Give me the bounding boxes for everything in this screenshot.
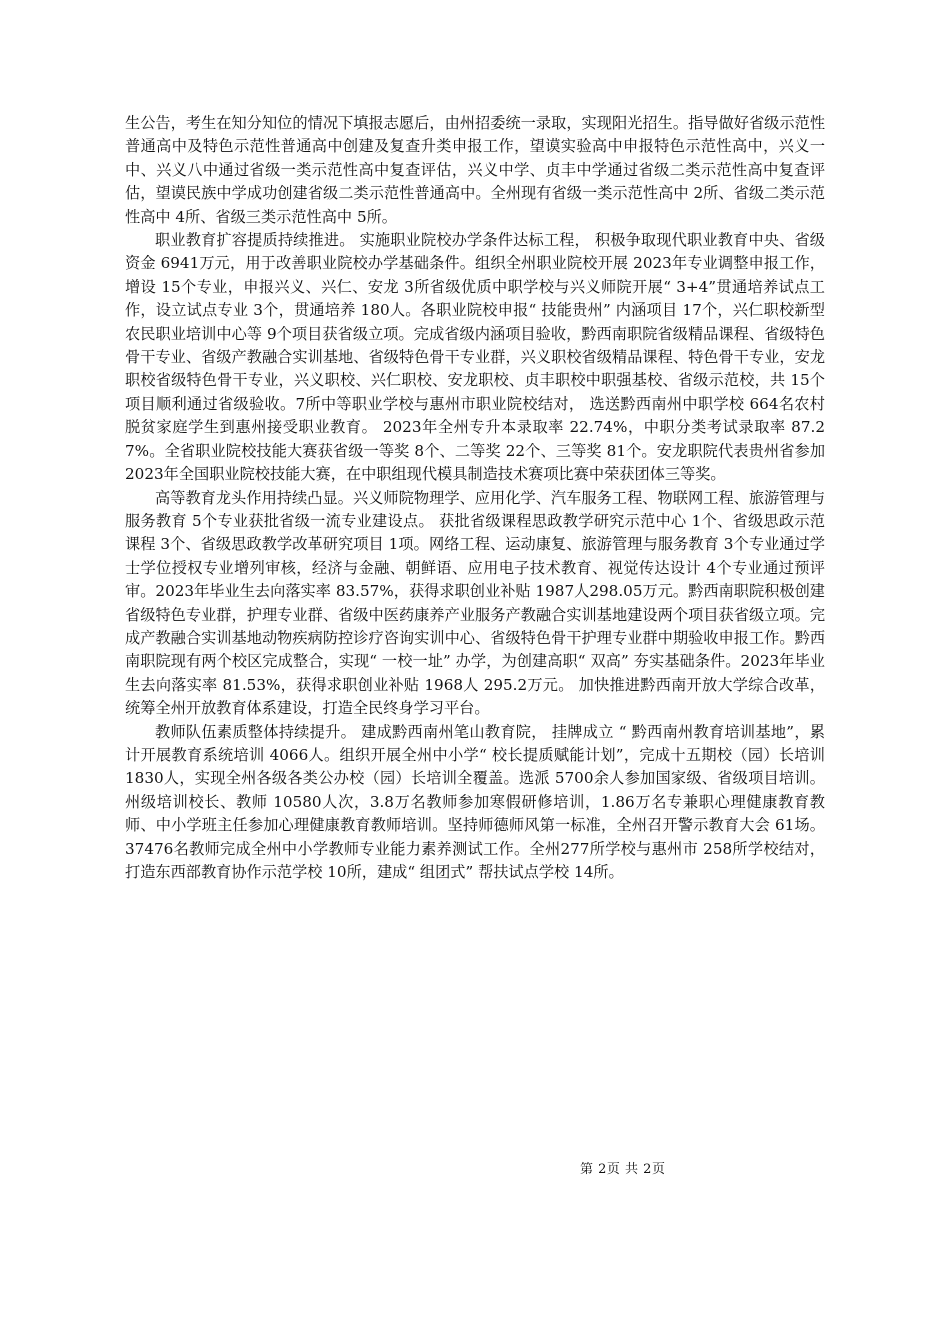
paragraph-higher-education: 高等教育龙头作用持续凸显。兴义师院物理学、应用化学、汽车服务工程、物联网工程、旅游管理与服务教育 5个专业获批省级一流专业建设点。 获批省级课程思政教学研究示范中心 1个、省级思政示范课程 3个、省级思政教学改革研究项目 1项。网络工程、运动康复、旅游管理与服务教育 3个专业通过学士学位授权专业增列审核，经济与金融、朝鲜语、应用电子技术教育、视觉传达设计 4个专业通过预评审。2023年毕业生去向落实率 83.57%，获得求职创业补贴 1987人298.05万元。黔西南职院积极创建省级特色专业群，护理专业群、省级中医药康养产业服务产教融合实训基地建设两个项目获省级立项。完成产教融合实训基地动物疾病防控诊疗咨询实训中心、省级特色骨干护理专业群中期验收申报工作。黔西南职院现有两个校区完成整合，实现“ 一校一址” 办学，为创建高职“ 双高” 夯实基础条件。2023年毕业生去向落实率 81.53%，获得求职创业补贴 1968人 295.2万元。 加快推进黔西南开放大学综合改革， 统筹全州开放教育体系建设，打造全民终身学习平台。: [125, 488, 825, 718]
paragraph-teacher-training: 教师队伍素质整体持续提升。 建成黔西南州笔山教育院， 挂牌成立 “ 黔西南州教育培训基地”，累计开展教育系统培训 4066人。组织开展全州中小学“ 校长提质赋能计划”，完成十五期校（园）长培训 1830人，实现全州各级各类公办校（园）长培训全覆盖。选派 5700余人参加国家级、省级项目培训。州级培训校长、教师 10580人次，3.8万名教师参加寒假研修培训，1.86万名专兼职心理健康教育教师、中小学班主任参加心理健康教育教师培训。坚持师德师风第一标准，全州召开警示教育大会 61场。37476名教师完成全州中小学教师专业能力素养测试工作。全州277所学校与惠州市 258所学校结对，打造东西部教育协作示范学校 10所，建成“ 组团式” 帮扶试点学校 14所。: [125, 722, 825, 881]
paragraph-vocational-education: 职业教育扩容提质持续推进。 实施职业院校办学条件达标工程， 积极争取现代职业教育中央、省级资金 6941万元，用于改善职业院校办学基础条件。组织全州职业院校开展 2023年专业调整申报工作，增设 15个专业，申报兴义、兴仁、安龙 3所省级优质中职学校与兴义师院开展“ 3+4”贯通培养试点工作，设立试点专业 3个，贯通培养 180人。各职业院校申报“ 技能贵州” 内涵项目 17个，兴仁职校新型农民职业培训中心等 9个项目获省级立项。完成省级内涵项目验收，黔西南职院省级精品课程、省级特色骨干专业、省级产教融合实训基地、省级特色骨干专业群，兴义职校省级精品课程、特色骨干专业，安龙职校省级特色骨干专业，兴义职校、兴仁职校、安龙职校、贞丰职校中职强基校、省级示范校，共 15个项目顺利通过省级验收。7所中等职业学校与惠州市职业院校结对， 选送黔西南州中职学校 664名农村脱贫家庭学生到惠州接受职业教育。 2023年全州专升本录取率 22.74%，中职分类考试录取率 87.27%。全省职业院校技能大赛获省级一等奖 8个、二等奖 22个、三等奖 81个。安龙职院代表贵州省参加 2023年全国职业院校技能大赛，在中职组现代模具制造技术赛项比赛中荣获团体三等奖。: [125, 231, 825, 484]
document-body: [125, 112, 825, 884]
paragraph-high-school: 生公告，考生在知分知位的情况下填报志愿后，由州招委统一录取，实现阳光招生。指导做好省级示范性普通高中及特色示范性普通高中创建及复查升类申报工作，望谟实验高中申报特色示范性高中，兴义一中、兴义八中通过省级一类示范性高中复查评估，兴义中学、贞丰中学通过省级二类示范性高中复查评估，望谟民族中学成功创建省级二类示范性普通高中。全州现有省级一类示范性高中 2所、省级二类示范性高中 4所、省级三类示范性高中 5所。: [125, 114, 825, 226]
page-number-footer: 第 2页 共 2页: [580, 1162, 666, 1177]
